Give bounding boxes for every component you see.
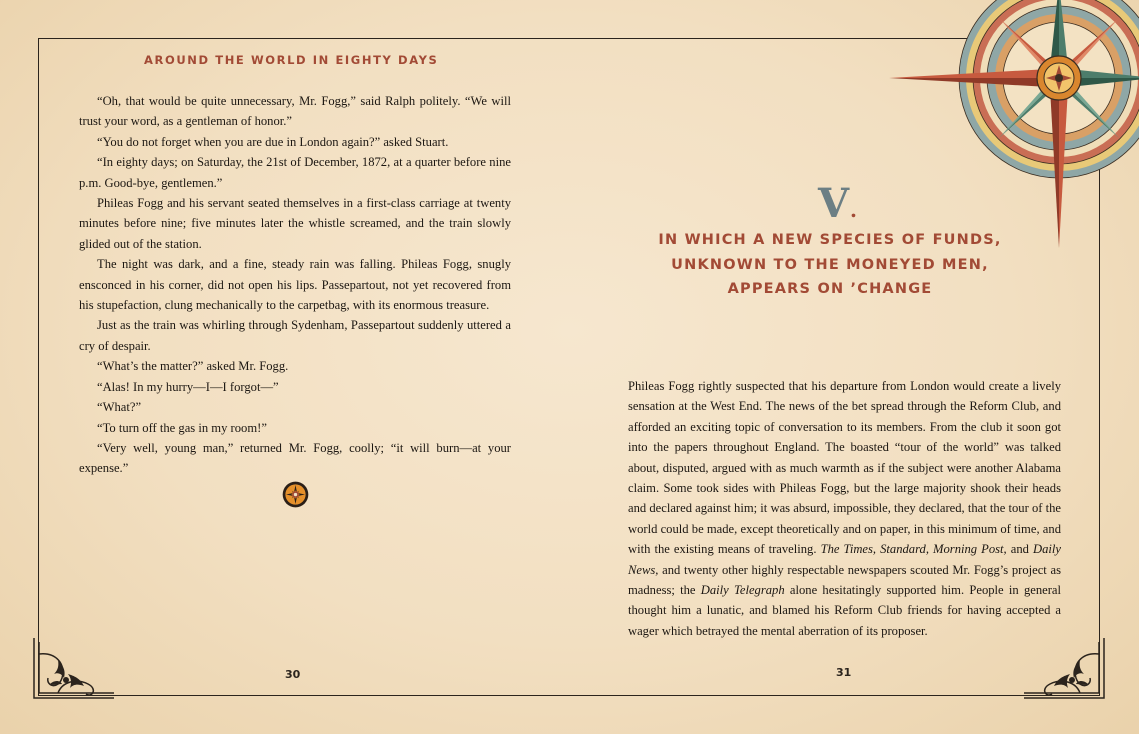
paragraph: “What’s the matter?” asked Mr. Fogg.	[97, 359, 289, 374]
text-run: and twenty other highly respectable newspapers scouted Mr. Fogg’s project as madness; the	[628, 562, 1061, 598]
paragraph: “You do not forget when you are due in London again?” asked Stuart.	[97, 134, 449, 149]
chapter-number	[818, 180, 878, 227]
chapter-numeral: V	[818, 180, 851, 227]
fleur-de-lis-corner-icon	[1018, 634, 1110, 706]
italic-run: The Times, Standard, Morning Post,	[820, 542, 1007, 557]
paragraph: “To turn off the gas in my room!”	[97, 420, 267, 435]
paragraph	[628, 376, 1061, 641]
running-head: AROUND THE WORLD IN EIGHTY DAYS	[144, 53, 439, 67]
chapter-title-line: APPEARS ON ’CHANGE	[727, 281, 933, 297]
page-number-left: 30	[285, 668, 301, 681]
text-run: and	[1010, 542, 1029, 557]
italic-run: Daily News,	[628, 542, 1061, 577]
text-run: alone hesitatingly supported him. People in general thought him a lunatic, and blamed his Reform Club friends for having accepted a wager which betrayed the mental aberration of its proposer.	[628, 583, 1062, 638]
paragraph: “In eighty days; on Saturday, the 21st of December, 1872, at a quarter before nine p.m. Good-bye, gentlemen.”	[79, 155, 511, 190]
fleur-de-lis-corner-icon	[28, 634, 120, 706]
paragraph: “Alas! In my hurry—I—I forgot—”	[97, 379, 279, 394]
paragraph: Phileas Fogg and his servant seated themselves in a first-class carriage at twenty minutes before nine; five minutes later the whistle screamed, and the train slowly glided out of the station.	[79, 196, 511, 251]
chapter-title-line: UNKNOWN TO THE MONEYED MEN,	[671, 256, 989, 273]
chapter-title-line: IN WHICH A NEW SPECIES OF FUNDS,	[658, 232, 1002, 248]
chapter-number-dot: .	[850, 198, 859, 222]
text-run: Phileas Fogg rightly suspected that his departure from London would create a lively sensation at the West End. The news of the bet spread through the Reform Club, and afforded an exciting topic of conversation to its members. From the club it soon got into the papers throughout England. The boasted “tour of the world” was talked about, disputed, argued with as much warmth as if the subject were another Alabama claim. Some took sides with Phileas Fogg, but the large majority shook their heads and declared against him; it was absurd, impossible, they declared, that the tour of the world could be made, except theoretically and on paper, in this minimum of time, and with the existing means of traveling.	[628, 379, 1061, 557]
paragraph: “Oh, that would be quite unnecessary, Mr. Fogg,” said Ralph politely. “We will trust your word, as a gentleman of honor.”	[79, 94, 511, 129]
paragraph: Just as the train was whirling through Sydenham, Passepartout suddenly uttered a cry of despair.	[79, 318, 511, 353]
left-page-text	[79, 91, 511, 479]
page-number-right: 31	[836, 666, 852, 679]
chapter-title	[640, 228, 1020, 302]
paragraph: “What?”	[97, 400, 142, 415]
paragraph: “Very well, young man,” returned Mr. Fogg, coolly; “it will burn—at your expense.”	[79, 440, 511, 476]
right-page-text	[628, 376, 1061, 641]
sun-ornament-icon	[282, 481, 309, 508]
paragraph: The night was dark, and a fine, steady rain was falling. Phileas Fogg, snugly ensconced in his corner, did not open his lips. Passepartout, not yet recovered from his stupefaction, clung mechanically to the carpetbag, with its enormous treasure.	[79, 257, 511, 313]
italic-run: Daily Telegraph	[700, 583, 785, 598]
compass-rose-icon	[886, 0, 1139, 248]
